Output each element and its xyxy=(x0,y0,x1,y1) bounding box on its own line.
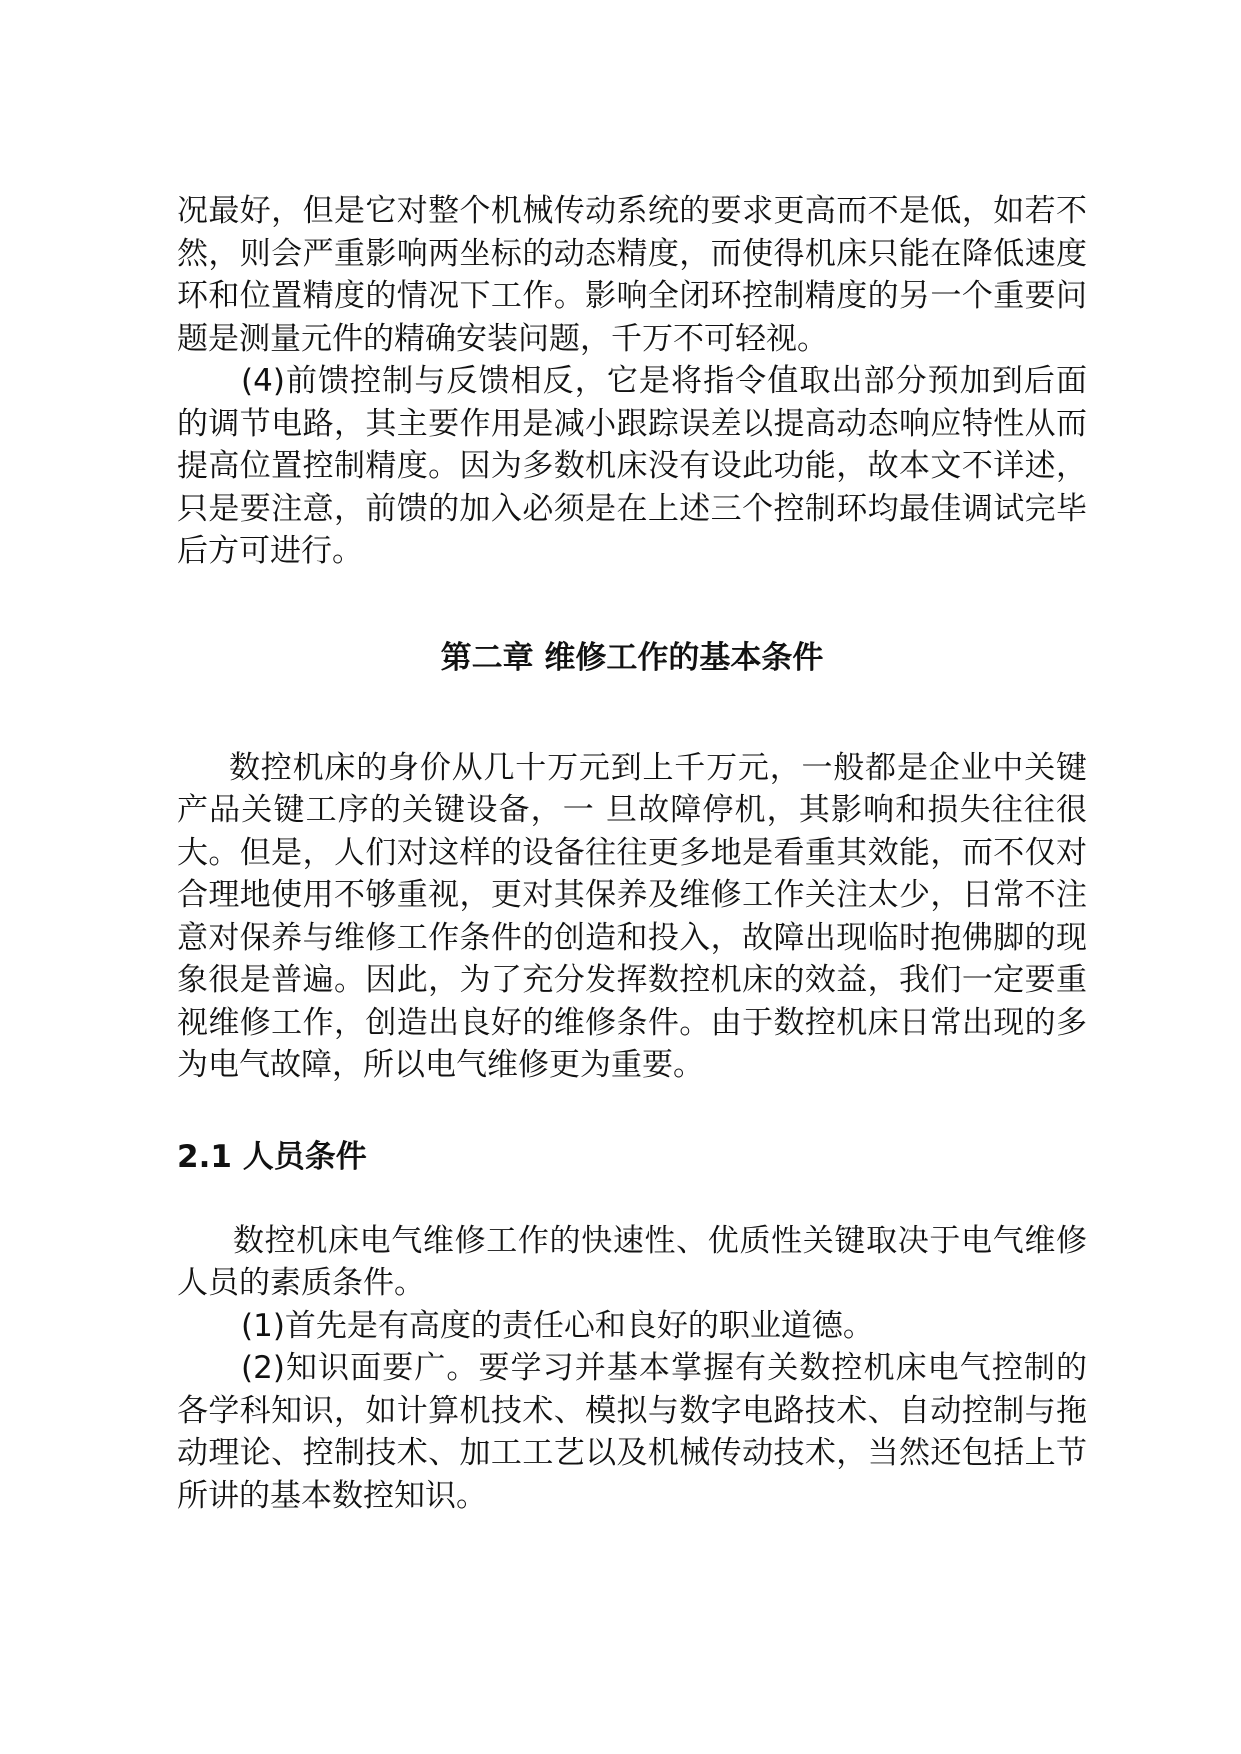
spacer xyxy=(177,1087,1087,1136)
spacer xyxy=(177,573,1087,637)
list-item: (1)首先是有高度的责任心和良好的职业道德。 xyxy=(241,1307,874,1344)
feedforward-paragraph: (4)前馈控制与反馈相反，它是将指令值取出部分预加到后面的调节电路，其主要作用是减小跟踪误差以提高动态响应特性从而提高位置控制精度。因为多数机床没有设此功能，故本文不详述，只是要注意，前馈的加入必须是在上述三个控制环均最佳调试完毕后方可进行。 xyxy=(177,363,1087,569)
spacer xyxy=(177,1178,1087,1220)
list-item: (2)知识面要广。要学习并基本掌握有关数控机床电气控制的各学科知识，如计算机技术、模拟与数字电路技术、自动控制与拖动理论、控制技术、加工工艺以及机械传动技术，当然还包括上节所讲的基本数控知识。 xyxy=(177,1350,1087,1514)
continued-paragraph: 况最好，但是它对整个机械传动系统的要求更高而不是低，如若不然，则会严重影响两坐标的动态精度，而使得机床只能在降低速度环和位置精度的情况下工作。影响全闭环控制精度的另一个重要问题是测量元件的精确安装问题，千万不可轻视。 xyxy=(177,193,1087,357)
chapter-title: 第二章 维修工作的基本条件 xyxy=(440,639,824,676)
chapter-intro-paragraph: 数控机床的身价从几十万元到上千万元，一般都是企业中关键产品关键工序的关键设备，一 旦故障停机，其影响和损失往往很大。但是，人们对这样的设备往往更多地是看重其效能，而不仅对合理地使用不够重视，更对其保养及维修工作关注太少，日常不注意对保养与维修工作条件的创造和投入，故障出现临时抱佛脚的现象很是普遍。因此，为了充分发挥数控机床的效益，我们一定要重视维修工作，创造出良好的维修条件。由于数控机床日常出现的多为电气故障，所以电气维修更为重要。 xyxy=(177,749,1087,1083)
spacer xyxy=(177,679,1087,747)
section-title: 2.1 人员条件 xyxy=(177,1138,367,1175)
section-intro-paragraph: 数控机床电气维修工作的快速性、优质性关键取决于电气维修人员的素质条件。 xyxy=(177,1222,1087,1301)
document-page xyxy=(177,190,1087,1517)
